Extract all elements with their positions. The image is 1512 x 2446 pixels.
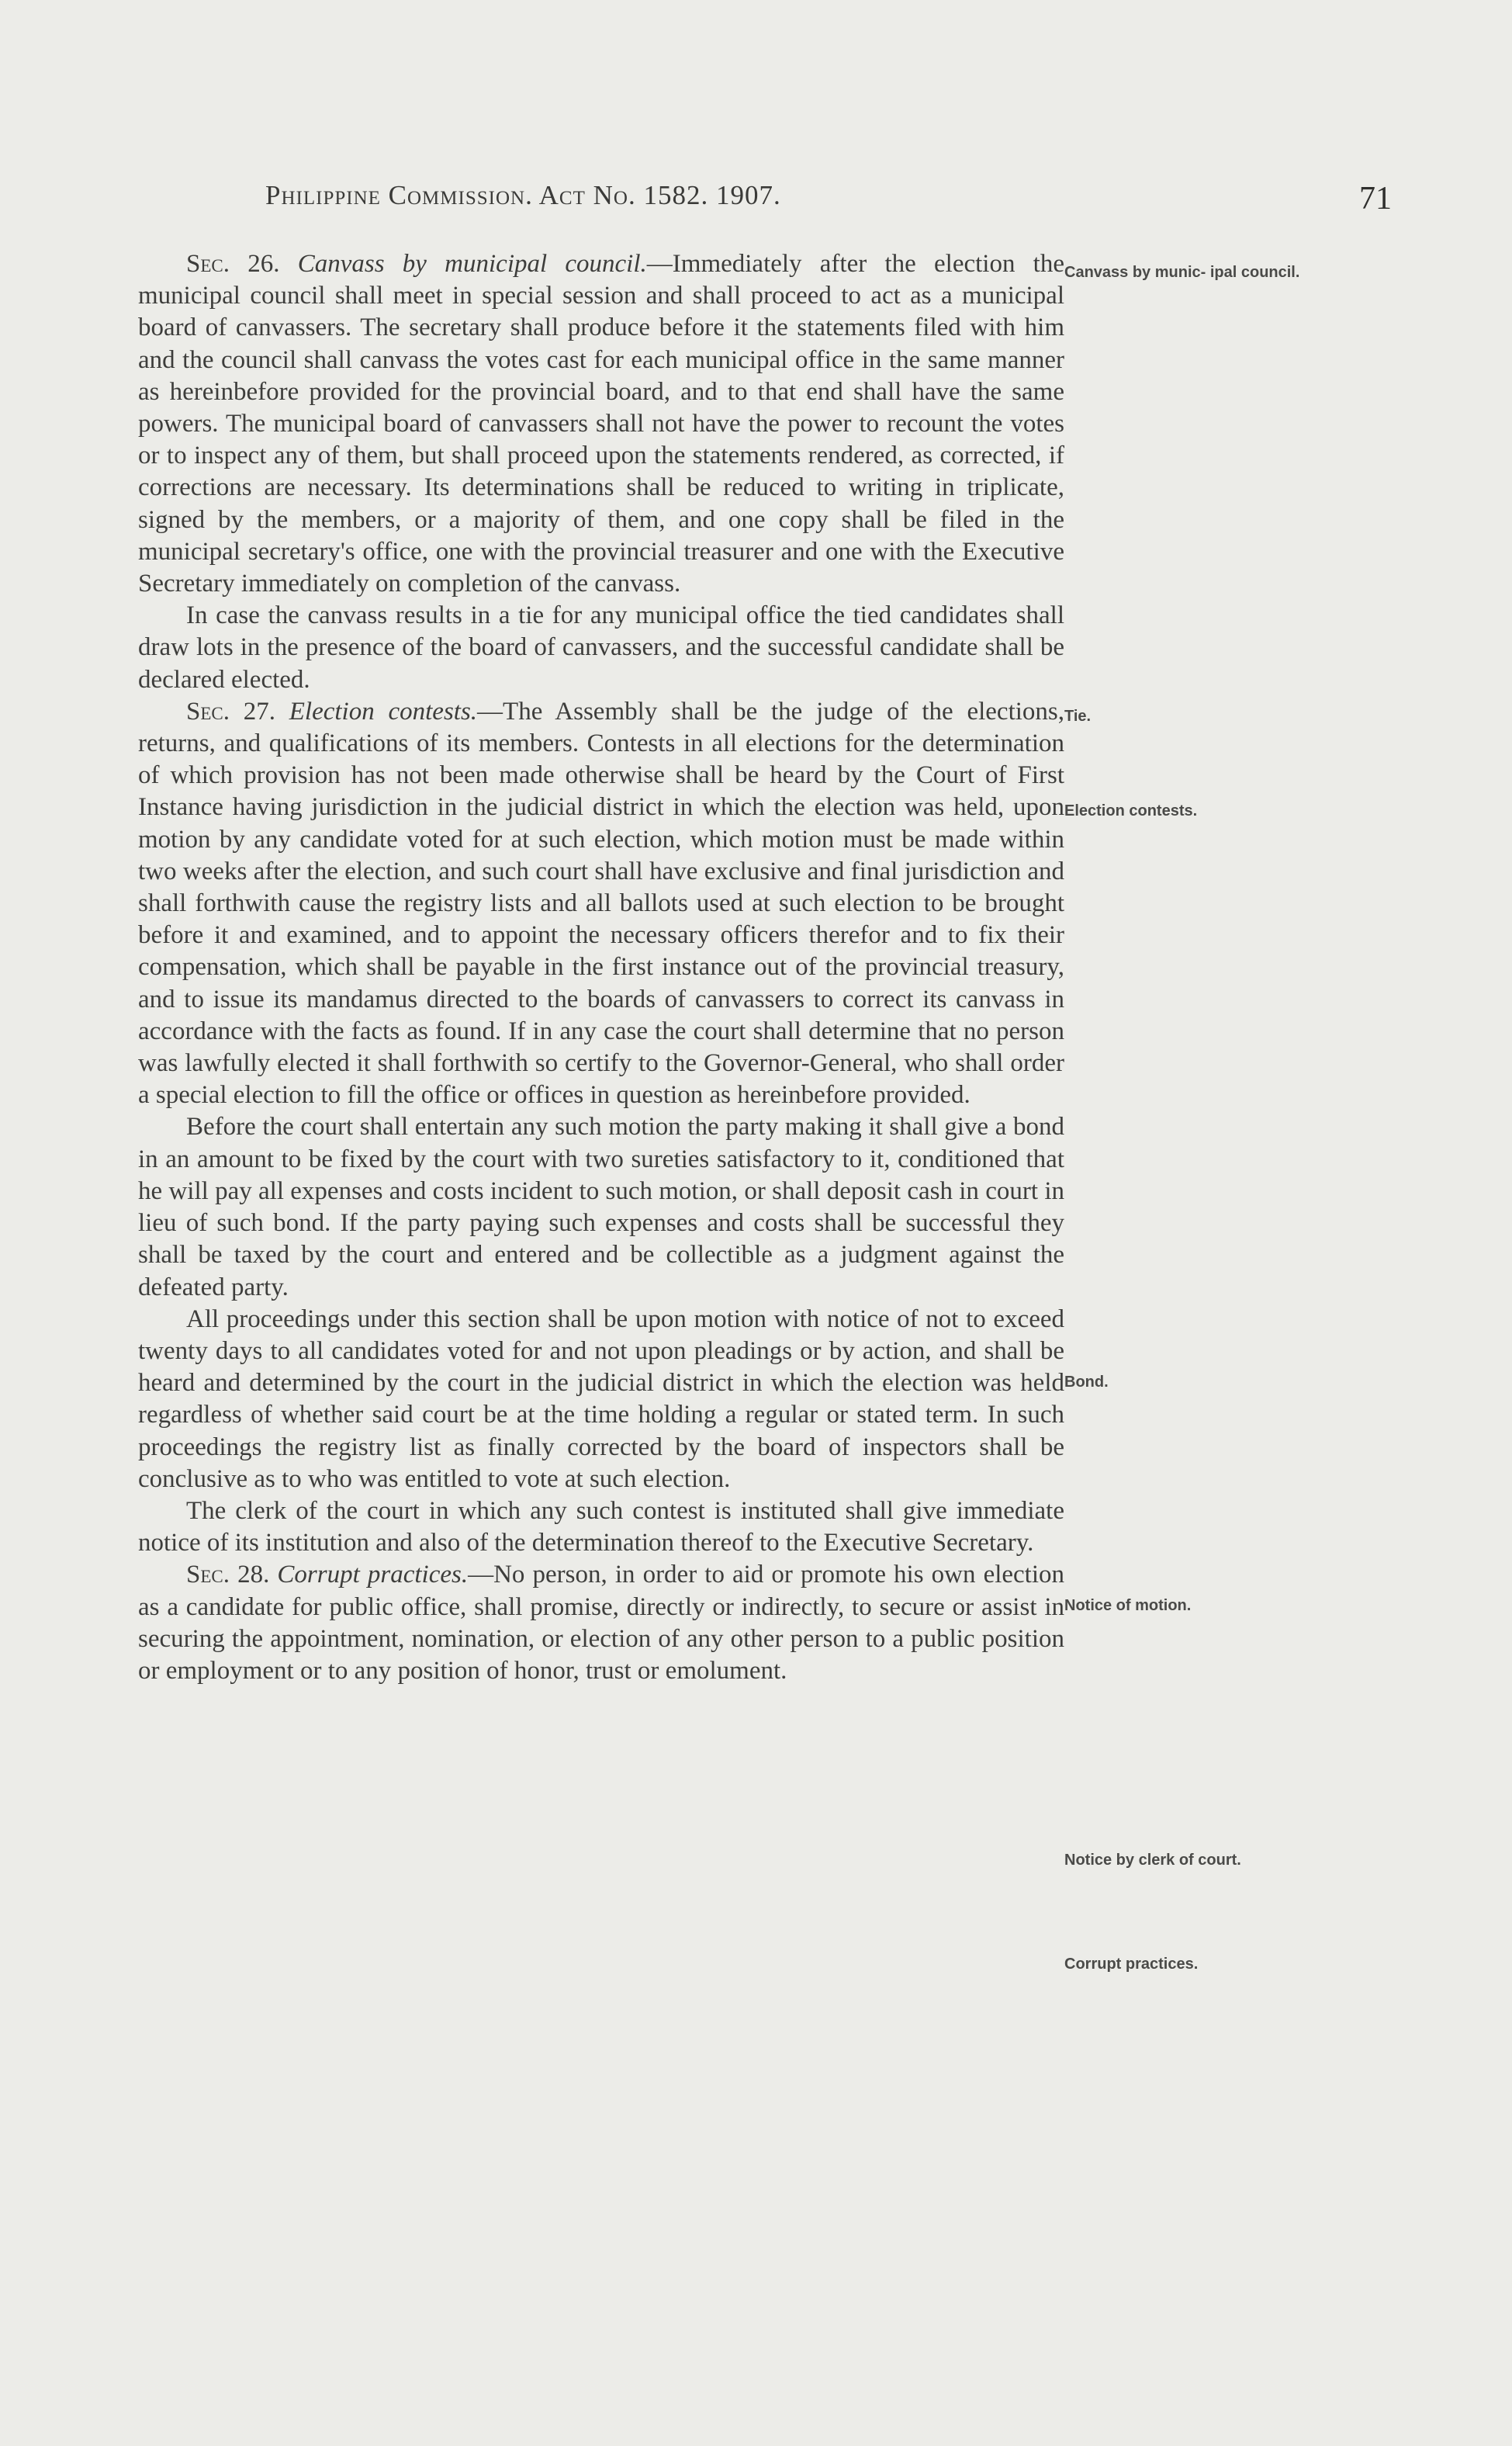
body-text	[138, 248, 1064, 1687]
running-head: Philippine Commission. Act No. 1582. 1907.	[265, 180, 781, 210]
margin-note-notice-of-motion: Notice of motion.	[1064, 1597, 1192, 1614]
paragraph-text: —The Assembly shall be the judge of the elections, returns, and qualifications of its members. Contests in all elections for the determination of which provision has not been made otherwise shall be heard by the Court of First Instance having jurisdiction in the judicial district in which the election was held, upon motion by any candidate voted for at such election, which motion must be made within two weeks after the election, and such court shall have exclusive and final jurisdiction and shall forthwith cause the registry lists and all ballots used at such election to be brought before it and examined, and to appoint the necessary officers therefor and to fix their compensation, which shall be payable in the first instance out of the provincial treasury, and to issue its mandamus directed to the boards of canvassers to correct its canvass in accordance with the facts as found. If in any case the court shall determine that no person was lawfully elected it shall forthwith so certify to the Governor-General, who shall order a special election to fill the office or offices in question as hereinbefore provided.	[138, 697, 1065, 1110]
paragraph-bond: Before the court shall entertain any such motion the party making it shall give a bond in an amount to be fixed by the court with two sureties satisfactory to it, conditioned that he will pay all expenses and costs incident to such motion, or shall deposit cash in court in lieu of such bond. If the party paying such expenses and costs shall be successful they shall be taxed by the court and entered and be collectible as a judgment against the defeated party.	[138, 1113, 1064, 1301]
margin-note-tie: Tie.	[1064, 708, 1092, 725]
paragraph-tie: In case the canvass results in a tie for any municipal office the tied candidates shall draw lots in the presence of the board of canvassers, and the successful candidate shall be declared elected.	[138, 601, 1064, 694]
paragraph-notice-of-motion: All proceedings under this section shall be upon motion with notice of not to exceed twenty days to all candidates voted for and not upon pleadings or by action, and shall be heard and determined by the court in the judicial district in which the election was held regardless of whether said court be at the time holding a regular or stated term. In such proceedings the registry list as finally corrected by the board of inspectors shall be conclusive as to who was entitled to vote at such election.	[138, 1304, 1064, 1493]
section-number: Sec. 27.	[186, 697, 275, 726]
paragraph-notice-by-clerk: The clerk of the court in which any such contest is instituted shall give immediate notice of its institution and also of the determination thereof to the Executive Secretary.	[138, 1496, 1064, 1557]
paragraph-sec-27	[138, 696, 1064, 1112]
section-title: Canvass by municipal council.	[297, 250, 647, 278]
margin-note-bond: Bond.	[1064, 1374, 1109, 1391]
section-number: Sec. 28.	[186, 1561, 270, 1589]
page-number: 71	[1359, 181, 1392, 217]
paragraph-text: —Immediately after the election the municipal council shall meet in special session and shall proceed to act as a municipal board of canvassers. The secretary shall produce before it the statements filed with him and the council shall canvass the votes cast for each municipal office in the same manner as hereinbefore provided for the provincial board, and to that end shall have the same powers. The municipal board of canvassers shall not have the power to recount the votes or to inspect any of them, but shall proceed upon the statements rendered, as corrected, if corrections are necessary. Its determinations shall be reduced to writing in triplicate, signed by the members, or a majority of them, and one copy shall be filed in the municipal secretary's office, one with the provincial treasurer and one with the Executive Secretary immediately on completion of the canvass.	[138, 250, 1065, 598]
margin-note-corrupt-practices: Corrupt practices.	[1064, 1956, 1199, 1973]
paragraph-sec-26	[138, 248, 1064, 600]
section-number: Sec. 26.	[186, 250, 280, 278]
margin-note-notice-by-clerk: Notice by clerk of court.	[1064, 1852, 1241, 1869]
margin-note-election-contests: Election contests.	[1064, 802, 1198, 819]
section-title: Election contests.	[289, 697, 478, 726]
section-title: Corrupt practices.	[277, 1561, 469, 1589]
margin-note-canvass: Canvass by munic- ipal council.	[1064, 264, 1300, 281]
paragraph-sec-28	[138, 1559, 1064, 1687]
page-header	[0, 180, 1512, 219]
paragraph-text: —No person, in order to aid or promote his own election as a candidate for public office, shall promise, directly or indirectly, to secure or assist in securing the appointment, nomination, or election of any other person to a public position or employment or to any position of honor, trust or emolument.	[138, 1561, 1065, 1685]
